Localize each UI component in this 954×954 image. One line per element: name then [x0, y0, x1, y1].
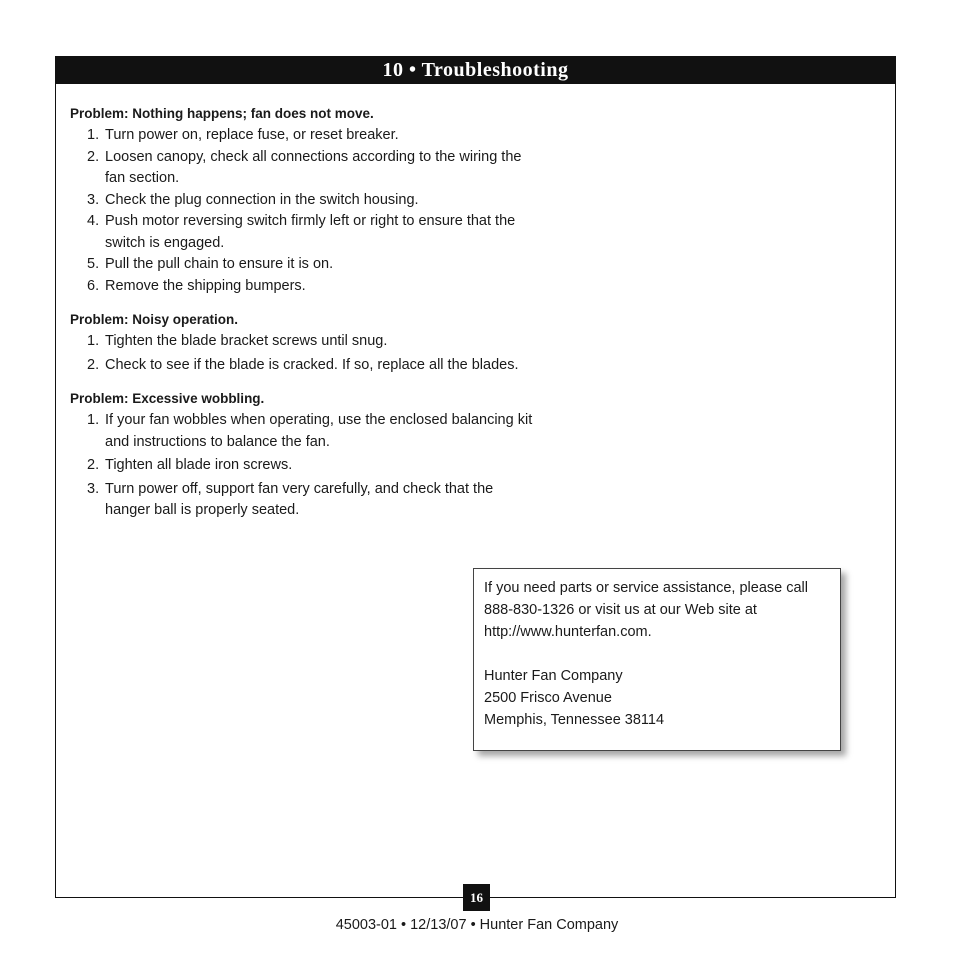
- contact-text: If you need parts or service assistance, please call: [484, 580, 808, 596]
- item-text: If your fan wobbles when operating, use the enclosed balancing kit: [105, 412, 533, 428]
- item-number: 1.: [87, 127, 100, 143]
- list-item: [70, 410, 570, 453]
- solution-list: [70, 410, 570, 522]
- item-text: Loosen canopy, check all connections according to the wiring the: [105, 148, 522, 165]
- problem-section: [70, 309, 570, 376]
- item-number: 3.: [87, 191, 100, 208]
- item-number: 2.: [87, 148, 100, 165]
- item-text: Check the plug connection in the switch housing.: [105, 191, 419, 208]
- item-number: 4.: [87, 213, 100, 229]
- list-item: [70, 276, 570, 298]
- problem-heading: Problem: Nothing happens; fan does not move.: [70, 106, 374, 121]
- list-item: [70, 190, 570, 212]
- list-item: [70, 331, 570, 353]
- item-text: Turn power on, replace fuse, or reset breaker.: [105, 127, 399, 143]
- solution-list: [70, 331, 570, 376]
- problem-heading: Problem: Noisy operation.: [70, 312, 239, 327]
- item-text: Turn power off, support fan very carefully, and check that the: [105, 480, 494, 497]
- solution-list: [70, 125, 570, 297]
- item-text: Push motor reversing switch firmly left or right to ensure that the: [105, 213, 516, 229]
- item-number: 5.: [87, 256, 100, 272]
- item-number: 6.: [87, 277, 100, 294]
- list-item: [70, 479, 570, 522]
- item-text: Tighten all blade iron screws.: [105, 457, 293, 473]
- item-text: switch is engaged.: [105, 234, 225, 251]
- item-text: Pull the pull chain to ensure it is on.: [105, 256, 334, 272]
- document-footer: 45003-01 • 12/13/07 • Hunter Fan Company: [335, 917, 619, 933]
- list-item: [70, 254, 570, 276]
- list-item: [70, 455, 570, 477]
- list-item: [70, 355, 570, 377]
- page-frame: [55, 56, 896, 898]
- item-number: 3.: [87, 480, 100, 497]
- company-name: Hunter Fan Company: [484, 668, 623, 684]
- item-text: hanger ball is properly seated.: [105, 502, 300, 518]
- item-text: and instructions to balance the fan.: [105, 433, 330, 450]
- item-number: 2.: [87, 356, 100, 373]
- problem-heading: Problem: Excessive wobbling.: [70, 391, 265, 406]
- item-number: 1.: [87, 412, 100, 428]
- item-text: Check to see if the blade is cracked. If so, replace all the blades.: [105, 356, 519, 373]
- item-text: Remove the shipping bumpers.: [105, 277, 306, 294]
- item-number: 2.: [87, 457, 100, 473]
- website-link[interactable]: http://www.hunterfan.com.: [484, 624, 652, 640]
- item-text: Tighten the blade bracket screws until snug.: [105, 333, 388, 349]
- list-item: [70, 147, 570, 190]
- section-title: 10 • Troubleshooting: [56, 57, 895, 84]
- problem-section: [70, 103, 570, 297]
- list-item: [70, 125, 570, 147]
- street-address: 2500 Frisco Avenue: [484, 690, 612, 706]
- city-address: Memphis, Tennessee 38114: [484, 712, 665, 728]
- troubleshooting-content: [70, 103, 570, 534]
- item-text: fan section.: [105, 170, 180, 186]
- page-number: 16: [463, 884, 490, 911]
- item-number: 1.: [87, 333, 100, 349]
- contact-info-box: [473, 568, 841, 751]
- contact-text: 888-830-1326 or visit us at our Web site at: [484, 602, 757, 618]
- problem-section: [70, 388, 570, 522]
- list-item: [70, 211, 570, 254]
